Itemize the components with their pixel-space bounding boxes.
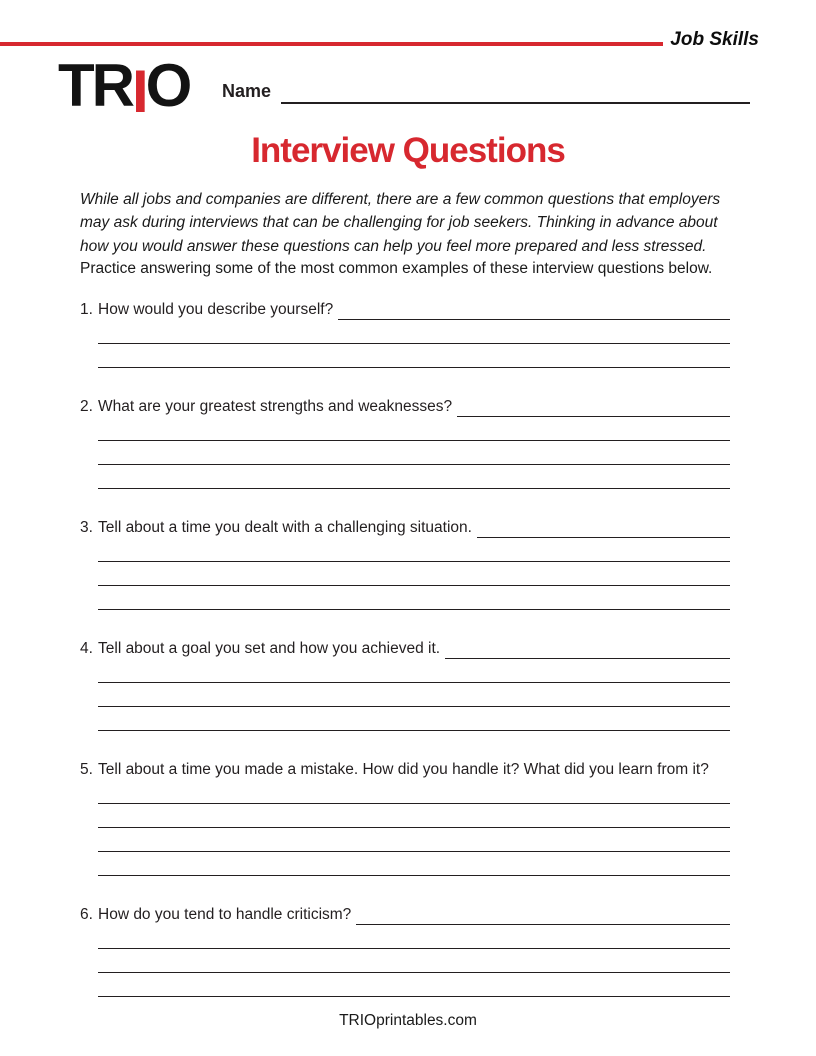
- question-number: 2.: [80, 397, 93, 415]
- question-number: 3.: [80, 518, 93, 536]
- answer-line: [98, 659, 730, 683]
- question-item: [80, 904, 730, 997]
- answer-line: [98, 828, 730, 852]
- question-text: How do you tend to handle criticism?: [98, 905, 352, 923]
- question-number: 4.: [80, 639, 93, 657]
- question-item: [80, 396, 730, 489]
- logo-text-o: O: [145, 52, 190, 119]
- answer-line: [98, 925, 730, 949]
- footer-url: TRIOprintables.com: [339, 1012, 477, 1029]
- answer-line: [98, 320, 730, 344]
- header-rule: [0, 42, 663, 46]
- answer-line: [98, 344, 730, 368]
- answer-line: [98, 417, 730, 441]
- questions-list: [80, 299, 730, 1025]
- question-text: How would you describe yourself?: [98, 300, 334, 318]
- question-text: What are your greatest strengths and weaknesses?: [98, 397, 453, 415]
- answer-line: [338, 300, 730, 320]
- answer-line: [356, 905, 730, 925]
- question-row: [80, 517, 730, 538]
- question-row: [80, 299, 730, 320]
- question-number: 6.: [80, 905, 93, 923]
- answer-line: [98, 949, 730, 973]
- answer-line: [445, 639, 730, 659]
- answer-line: [98, 804, 730, 828]
- logo-text-tr: TR: [58, 52, 132, 119]
- question-item: [80, 759, 730, 876]
- trio-logo: [58, 52, 190, 125]
- question-text: Tell about a time you made a mistake. How did you handle it? What did you learn from it?: [98, 760, 709, 778]
- answer-line: [98, 562, 730, 586]
- answer-line: [457, 397, 730, 417]
- name-label: Name: [222, 80, 272, 101]
- question-number: 1.: [80, 300, 93, 318]
- question-item: [80, 638, 730, 731]
- name-blank-line: [281, 78, 750, 104]
- name-row: [222, 78, 750, 104]
- answer-line: [98, 707, 730, 731]
- logo-text-i: I: [131, 58, 146, 125]
- answer-line: [98, 852, 730, 876]
- answer-line: [98, 441, 730, 465]
- answer-line: [98, 538, 730, 562]
- question-row: [80, 759, 730, 780]
- question-text: Tell about a time you dealt with a challenging situation.: [98, 518, 472, 536]
- page-title: Interview Questions: [251, 131, 565, 170]
- answer-line: [98, 683, 730, 707]
- question-row: [80, 396, 730, 417]
- header-category-label: Job Skills: [670, 29, 759, 50]
- question-item: [80, 517, 730, 610]
- question-number: 5.: [80, 760, 93, 778]
- instruction-text: Practice answering some of the most common examples of these interview questions below.: [80, 260, 713, 277]
- question-item: [80, 299, 730, 368]
- question-text: Tell about a goal you set and how you achieved it.: [98, 639, 441, 657]
- answer-line: [477, 518, 730, 538]
- answer-line: [98, 465, 730, 489]
- question-row: [80, 904, 730, 925]
- answer-line: [98, 973, 730, 997]
- question-row: [80, 638, 730, 659]
- answer-line: [98, 586, 730, 610]
- intro-paragraph: While all jobs and companies are different, there are a few common questions that employers may ask during interviews that can be challenging for job seekers. Thinking in advance about how you would answer these questions can help you feel more prepared and less stressed.: [80, 191, 721, 255]
- answer-line: [98, 780, 730, 804]
